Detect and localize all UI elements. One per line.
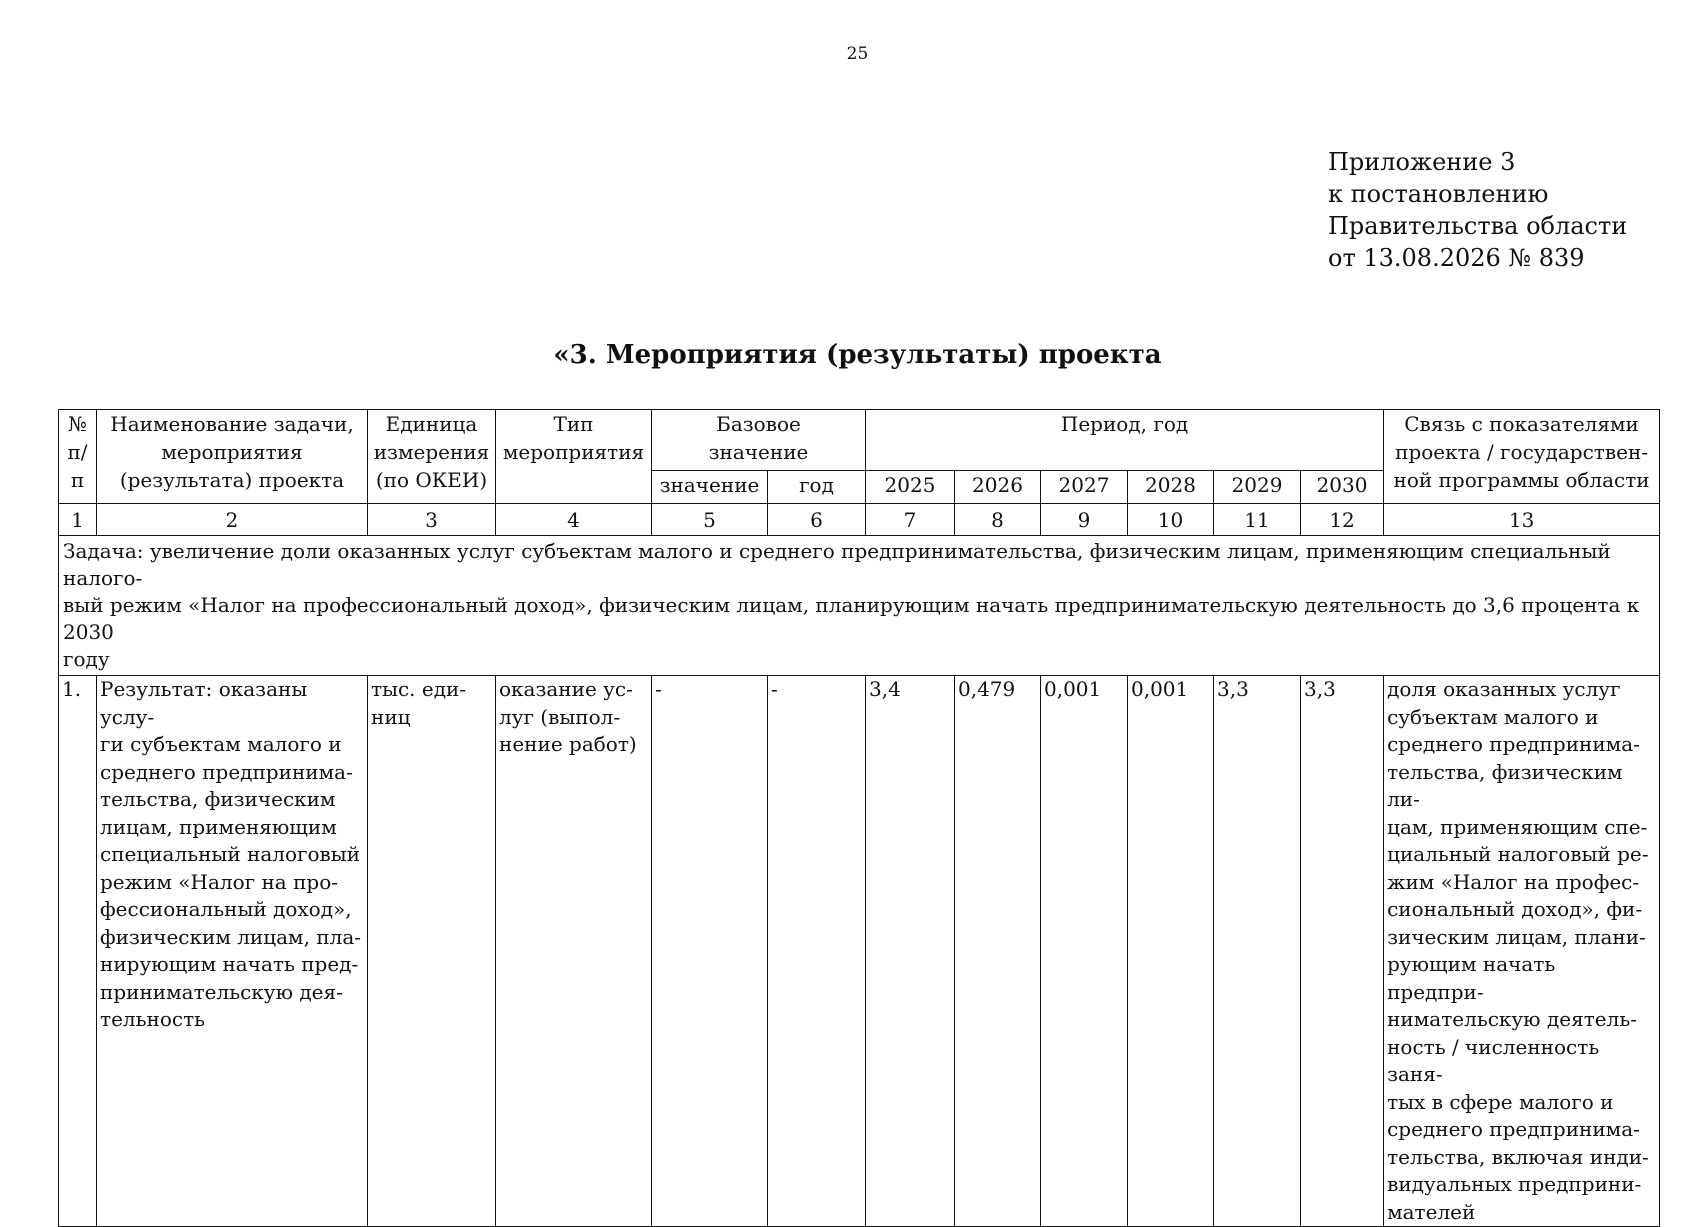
header-name: Наименование задачи, мероприятия (результата) проекта [97,410,368,504]
page-number: 25 [846,44,869,64]
column-number: 11 [1214,504,1301,536]
row-value-2028: 0,001 [1128,676,1214,1227]
row-link: доля оказанных услуг субъектам малого и среднего предпринима- тельства, физическим ли- цам, применяющим спе- циальный налоговый ре- жим «Налог на профес- сиональный доход», фи- зическим лицам, плани- рующим начать предпри- нимательскую деятель- ность / численность заня- тых в сфере малого и среднего предпринима- тельства, включая инди- видуальных предприни- мателей [1384,676,1660,1227]
header-year: 2027 [1041,471,1128,504]
header-year: 2029 [1214,471,1301,504]
header-num: № п/п [59,410,97,504]
column-number: 5 [652,504,768,536]
column-number: 10 [1128,504,1214,536]
column-number: 1 [59,504,97,536]
column-number: 3 [368,504,496,536]
column-number: 8 [955,504,1041,536]
column-number: 6 [768,504,866,536]
row-value-2030: 3,3 [1301,676,1384,1227]
appendix-line: к постановлению [1328,180,1549,208]
header-link: Связь с показателями проекта / государствен- ной программы области [1384,410,1660,504]
task-text: Задача: увеличение доли оказанных услуг субъектам малого и среднего предпринимательства, физическим лицам, применяющим специальный налого- вый режим «Налог на профессиональный доход», физическим лицам, планирующим начать предпринимательскую деятельность до 3,6 процента к 2030 году [59,536,1660,676]
header-base-value: значение [652,471,768,504]
header-type: Тип мероприятия [496,410,652,504]
document-title: «3. Мероприятия (результаты) проекта [553,340,1162,370]
row-num: 1. [59,676,97,1227]
row-base-value: - [652,676,768,1227]
table-row [59,676,1660,1227]
measures-table [58,409,1660,1227]
column-number: 2 [97,504,368,536]
header-year: 2030 [1301,471,1384,504]
row-value-2029: 3,3 [1214,676,1301,1227]
header-year: 2026 [955,471,1041,504]
appendix-line: Правительства области [1328,212,1628,240]
column-number: 4 [496,504,652,536]
column-number: 12 [1301,504,1384,536]
appendix-line: от 13.08.2026 № 839 [1328,244,1585,272]
column-number: 7 [866,504,955,536]
column-number-row [59,504,1660,536]
header-base: Базовое значение [652,410,866,471]
appendix-line: Приложение 3 [1328,148,1516,176]
header-year: 2028 [1128,471,1214,504]
header-period: Период, год [866,410,1384,471]
row-base-year: - [768,676,866,1227]
appendix-block [1328,146,1627,274]
row-value-2027: 0,001 [1041,676,1128,1227]
row-type: оказание ус- луг (выпол- нение работ) [496,676,652,1227]
column-number: 9 [1041,504,1128,536]
row-value-2025: 3,4 [866,676,955,1227]
row-unit: тыс. еди- ниц [368,676,496,1227]
header-year: 2025 [866,471,955,504]
header-unit: Единица измерения (по ОКЕИ) [368,410,496,504]
row-name: Результат: оказаны услу- ги субъектам малого и среднего предпринима- тельства, физическим лицам, применяющим специальный налоговый режим «Налог на про- фессиональный доход», физическим лицам, пла- нирующим начать пред- принимательскую дея- тельность [97,676,368,1227]
row-value-2026: 0,479 [955,676,1041,1227]
column-number: 13 [1384,504,1660,536]
task-row [59,536,1660,676]
header-base-year: год [768,471,866,504]
